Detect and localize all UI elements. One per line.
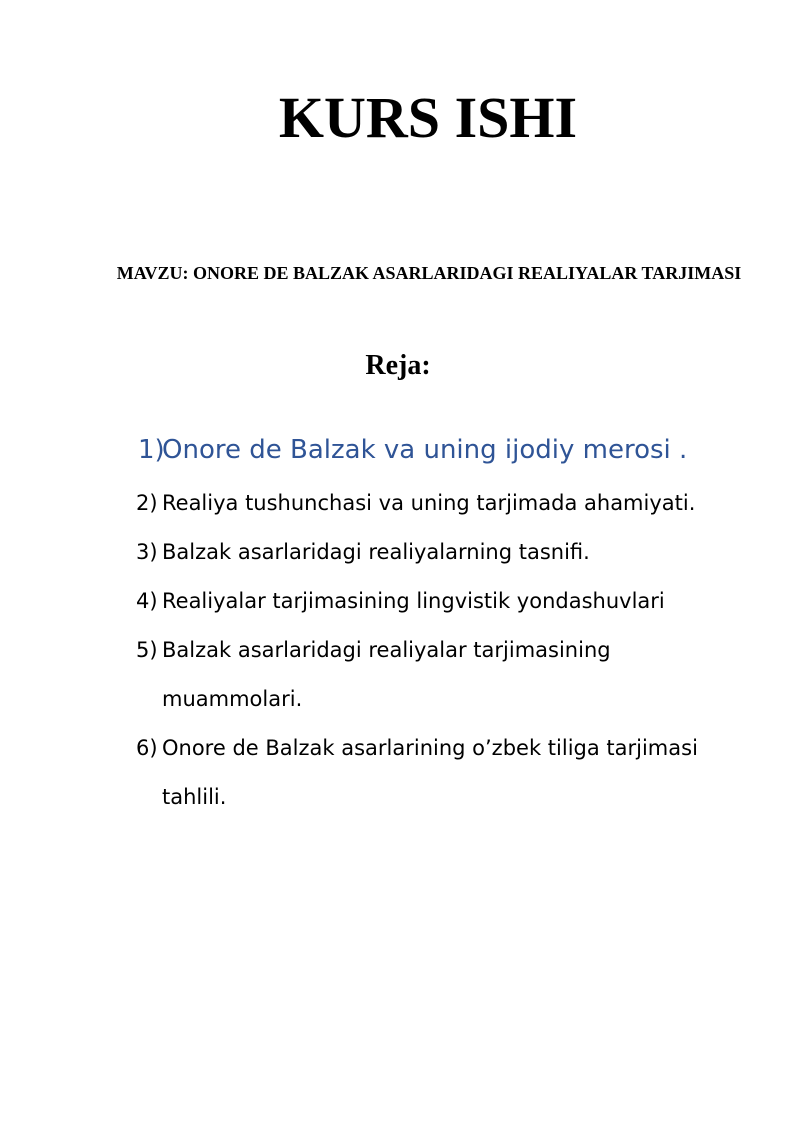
plan-item-text: Onore de Balzak va uning ijodiy merosi . (162, 435, 688, 465)
document-title: KURS ISHI (278, 85, 578, 150)
plan-item-text: Realiyalar tarjimasining lingvistik yondashuvlari (162, 589, 665, 613)
plan-item-5 (136, 626, 756, 724)
plan-item-number: 4) (136, 589, 158, 613)
plan-item-text: Balzak asarlaridagi realiyalar tarjimasining muammolari. (162, 638, 611, 711)
plan-item-6 (136, 724, 756, 822)
plan-heading: Reja: (365, 350, 431, 381)
plan-item-number: 1) (138, 435, 165, 465)
plan-item-3 (136, 528, 756, 577)
plan-item-text: Realiya tushunchasi va uning tarjimada ahamiyati. (162, 491, 696, 515)
plan-item-1 (138, 430, 758, 470)
plan-item-2 (136, 479, 756, 528)
plan-item-number: 2) (136, 491, 158, 515)
topic-heading: MAVZU: ONORE DE BALZAK ASARLARIDAGI REALIYALAR TARJIMASI (116, 263, 742, 283)
plan-item-number: 5) (136, 638, 158, 662)
plan-item-number: 3) (136, 540, 158, 564)
plan-item-4 (136, 577, 756, 626)
plan-item-text: Balzak asarlaridagi realiyalarning tasnifi. (162, 540, 590, 564)
plan-item-text: Onore de Balzak asarlarining o’zbek tiliga tarjimasi tahlili. (162, 736, 698, 809)
plan-item-number: 6) (136, 736, 158, 760)
